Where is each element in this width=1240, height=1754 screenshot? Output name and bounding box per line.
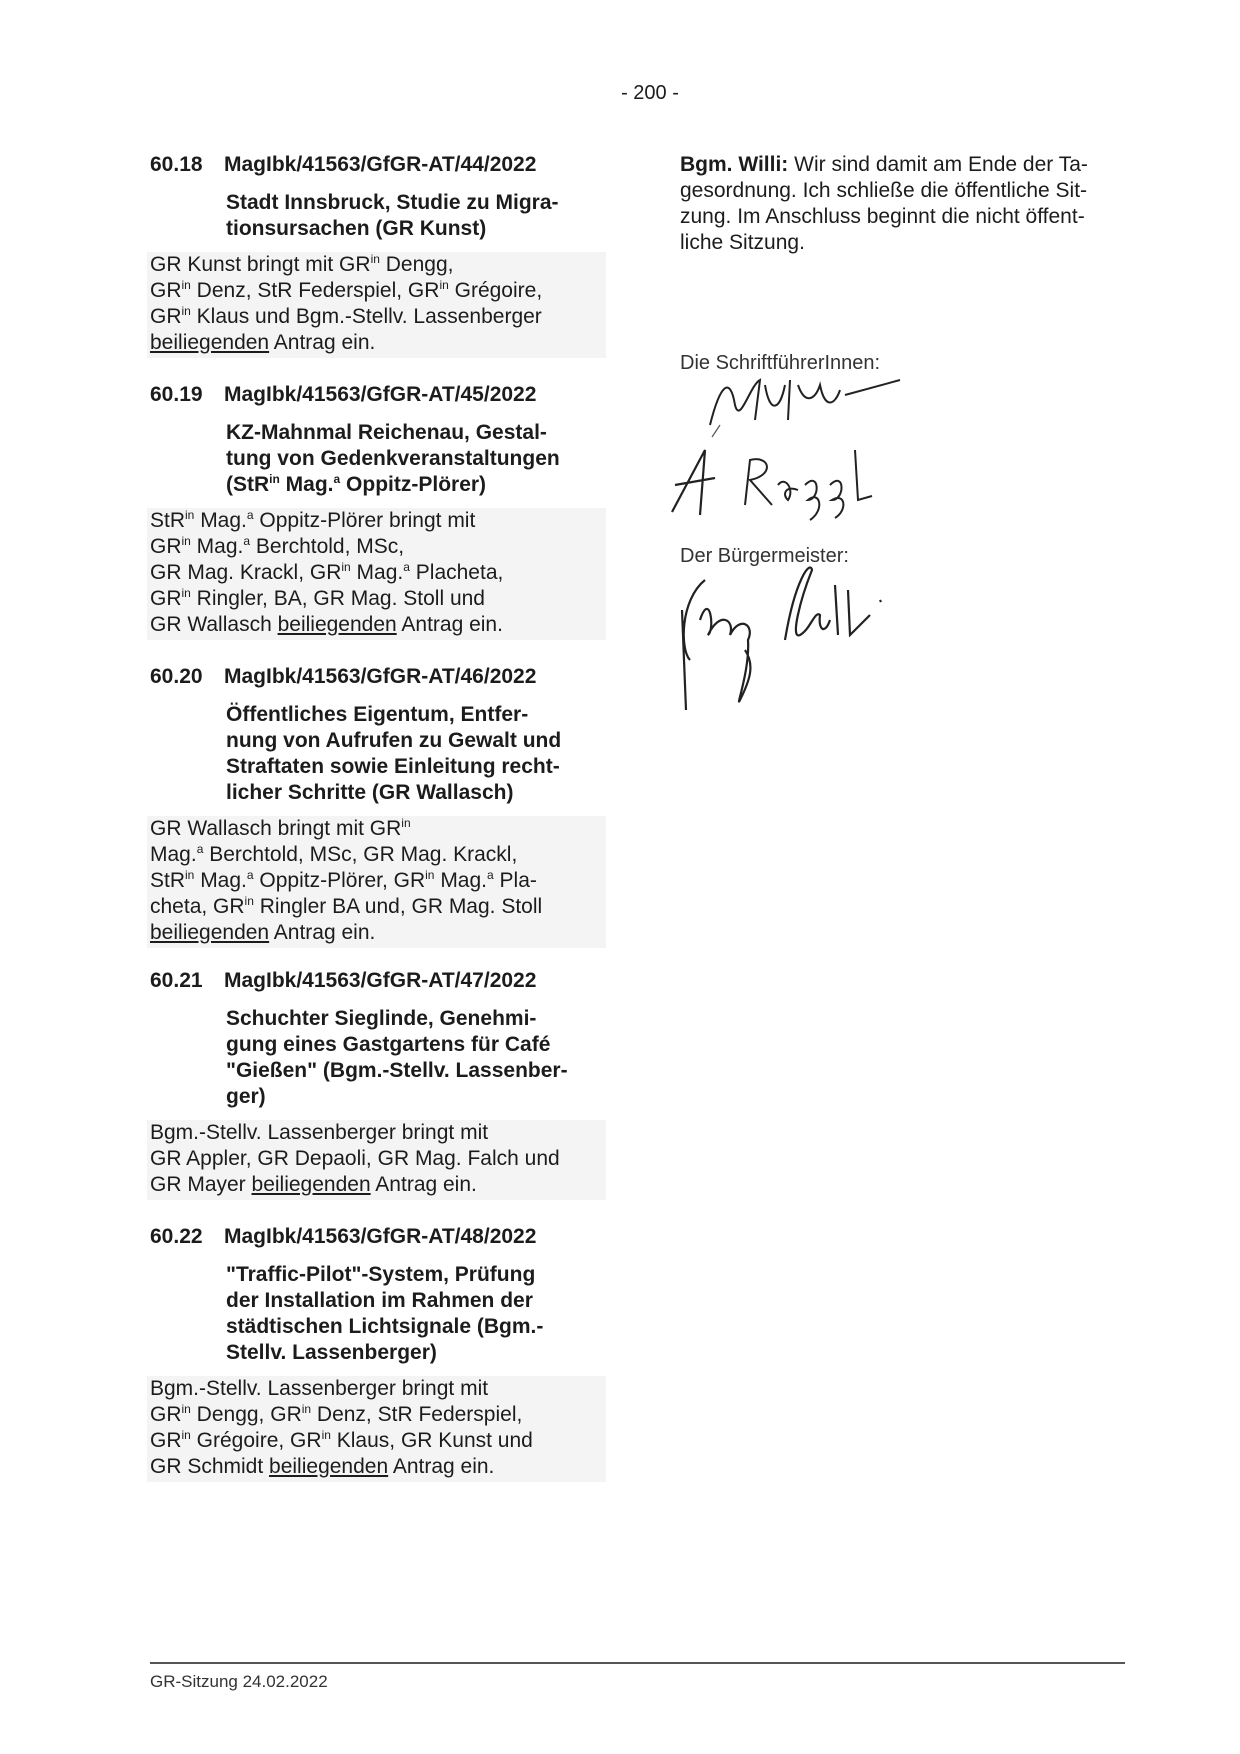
agenda-item-body: [147, 508, 606, 640]
closing-line: liche Sitzung.: [680, 231, 805, 254]
text-run: Schuchter Sieglinde, Genehmi-: [226, 1007, 537, 1030]
superscript: in: [425, 868, 435, 882]
agenda-item-reference: MagIbk/41563/GfGR-AT/48/2022: [224, 1225, 537, 1248]
superscript: in: [181, 586, 191, 600]
text-run: Antrag ein.: [370, 1173, 477, 1196]
text-run: Grégoire, GR: [190, 1429, 322, 1452]
agenda-item-title: [226, 190, 606, 242]
body-line: [150, 1428, 600, 1454]
body-line: [150, 612, 600, 638]
superscript: a: [487, 868, 494, 882]
text-run: GR Wallasch bringt mit GR: [150, 817, 402, 840]
text-run: GR Kunst bringt mit GR: [150, 253, 371, 276]
body-line: [150, 508, 600, 534]
superscript: in: [185, 868, 195, 882]
superscript: in: [321, 1428, 331, 1442]
text-run: Oppitz-Plörer, GR: [253, 869, 426, 892]
text-run: GR: [150, 1403, 182, 1426]
title-line: [226, 1288, 606, 1314]
text-run: "Traffic-Pilot"-System, Prüfung: [226, 1263, 536, 1286]
text-run: Placheta,: [409, 561, 504, 584]
speaker-name: Bgm. Willi:: [680, 153, 789, 176]
agenda-item-body: [147, 1120, 606, 1200]
text-run: GR Wallasch: [150, 613, 278, 636]
text-run: GR Mayer: [150, 1173, 252, 1196]
title-line: [226, 1084, 606, 1110]
title-line: [226, 754, 606, 780]
body-line: [150, 586, 600, 612]
agenda-item-title: [226, 702, 606, 806]
body-line: [150, 1172, 600, 1198]
body-line: [150, 1454, 600, 1480]
superscript: in: [244, 894, 254, 908]
title-line: [226, 1262, 606, 1288]
body-line: [150, 330, 600, 356]
text-run: KZ-Mahnmal Reichenau, Gestal-: [226, 421, 547, 444]
text-run: GR Appler, GR Depaoli, GR Mag. Falch und: [150, 1147, 560, 1170]
superscript: in: [401, 816, 411, 830]
text-run: Dengg,: [379, 253, 454, 276]
text-run: tionsursachen (GR Kunst): [226, 217, 487, 240]
body-line: [150, 1120, 600, 1146]
secretaries-label: Die SchriftführerInnen:: [680, 352, 881, 374]
agenda-item-number: 60.18: [150, 153, 203, 176]
superscript: a: [333, 472, 341, 486]
text-run: Mag.: [350, 561, 404, 584]
text-run: Grégoire,: [448, 279, 543, 302]
text-run: Antrag ein.: [388, 1455, 495, 1478]
closing-first-line: [680, 152, 1140, 178]
text-run: Öffentliches Eigentum, Entfer-: [226, 703, 529, 726]
superscript: in: [181, 534, 191, 548]
text-run: Oppitz-Plörer): [340, 473, 487, 496]
superscript: a: [246, 868, 254, 882]
superscript: a: [246, 508, 254, 522]
text-run: gung eines Gastgartens für Café: [226, 1033, 551, 1056]
text-run: GR Schmidt: [150, 1455, 270, 1478]
text-run: Antrag ein.: [269, 331, 376, 354]
footer-session-date: GR-Sitzung 24.02.2022: [150, 1672, 328, 1691]
closing-first-line-text: Wir sind damit am Ende der Ta-: [788, 153, 1088, 176]
text-run: tung von Gedenkveranstaltungen: [226, 447, 560, 470]
title-line: [226, 190, 606, 216]
title-line: [226, 780, 606, 806]
underlined-text: beiliegenden: [251, 1173, 371, 1196]
text-run: Mag.: [194, 869, 247, 892]
text-run: nung von Aufrufen zu Gewalt und: [226, 729, 562, 752]
body-line: [150, 278, 600, 304]
text-run: Oppitz-Plörer bringt mit: [253, 509, 476, 532]
text-run: Klaus und Bgm.-Stellv. Lassenberger: [190, 305, 542, 328]
agenda-item-title: [226, 1262, 606, 1366]
body-line: [150, 560, 600, 586]
text-run: Mag.: [190, 535, 244, 558]
secretary-signature-2: [660, 430, 890, 525]
agenda-item-heading: [150, 664, 610, 690]
agenda-item-reference: MagIbk/41563/GfGR-AT/45/2022: [224, 383, 537, 406]
text-run: Mag.: [194, 509, 247, 532]
superscript: in: [269, 472, 280, 486]
text-run: GR: [150, 279, 182, 302]
superscript: in: [181, 304, 191, 318]
superscript: in: [439, 278, 449, 292]
closing-statement: [680, 152, 1140, 256]
text-run: StR: [150, 509, 186, 532]
superscript: a: [243, 534, 251, 548]
closing-line: gesordnung. Ich schließe die öffentliche Sit-: [680, 179, 1088, 202]
text-run: Straftaten sowie Einleitung recht-: [226, 755, 560, 778]
mayor-label: Der Bürgermeister:: [680, 545, 849, 567]
underlined-text: beiliegenden: [150, 331, 270, 354]
text-run: Mag.: [279, 473, 334, 496]
agenda-item: [150, 382, 610, 640]
text-run: städtischen Lichtsignale (Bgm.-: [226, 1315, 544, 1338]
text-run: Denz, StR Federspiel,: [311, 1403, 523, 1426]
text-run: Stellv. Lassenberger): [226, 1341, 437, 1364]
agenda-item-heading: [150, 968, 610, 994]
agenda-item-reference: MagIbk/41563/GfGR-AT/47/2022: [224, 969, 537, 992]
agenda-item: [150, 152, 610, 358]
underlined-text: beiliegenden: [269, 1455, 389, 1478]
agenda-item-reference: MagIbk/41563/GfGR-AT/44/2022: [224, 153, 537, 176]
title-line: [226, 702, 606, 728]
agenda-item-number: 60.20: [150, 665, 203, 688]
text-run: GR: [150, 535, 182, 558]
text-run: Bgm.-Stellv. Lassenberger bringt mit: [150, 1121, 489, 1144]
text-run: GR: [150, 587, 182, 610]
text-run: Antrag ein.: [396, 613, 503, 636]
text-run: Dengg, GR: [190, 1403, 302, 1426]
agenda-item: [150, 968, 610, 1200]
superscript: in: [301, 1402, 312, 1416]
page-number: - 200 -: [621, 82, 679, 104]
title-line: [226, 420, 606, 446]
text-run: Bgm.-Stellv. Lassenberger bringt mit: [150, 1377, 489, 1400]
text-run: Pla-: [493, 869, 537, 892]
footer-divider: [150, 1662, 1125, 1664]
closing-line: zung. Im Anschluss beginnt die nicht öffent-: [680, 205, 1085, 228]
agenda-item-title: [226, 1006, 606, 1110]
agenda-item-reference: MagIbk/41563/GfGR-AT/46/2022: [224, 665, 537, 688]
title-line: [226, 1032, 606, 1058]
agenda-item: [150, 1224, 610, 1482]
agenda-item-title: [226, 420, 606, 498]
body-line: [150, 534, 600, 560]
agenda-item-number: 60.22: [150, 1225, 203, 1248]
text-run: Antrag ein.: [269, 921, 376, 944]
text-run: ger): [226, 1085, 266, 1108]
underlined-text: beiliegenden: [150, 921, 270, 944]
text-run: Stadt Innsbruck, Studie zu Migra-: [226, 191, 559, 214]
mayor-signature: [660, 540, 890, 720]
text-run: cheta, GR: [150, 895, 245, 918]
superscript: a: [196, 842, 204, 856]
superscript: a: [403, 560, 410, 574]
agenda-item-body: [147, 1376, 606, 1482]
body-line: [150, 1376, 600, 1402]
superscript: in: [181, 278, 191, 292]
text-run: Mag.: [434, 869, 488, 892]
text-run: GR: [150, 1429, 182, 1452]
superscript: in: [185, 508, 195, 522]
text-run: StR: [150, 869, 186, 892]
agenda-item-body: [147, 816, 606, 948]
text-run: Berchtold, MSc,: [250, 535, 405, 558]
body-line: [150, 1146, 600, 1172]
agenda-item: [150, 664, 610, 948]
body-line: [150, 894, 600, 920]
agenda-item-body: [147, 252, 606, 358]
superscript: in: [181, 1428, 191, 1442]
agenda-item-heading: [150, 152, 610, 178]
body-line: [150, 842, 600, 868]
text-run: (StR: [226, 473, 270, 496]
title-line: [226, 216, 606, 242]
title-line: [226, 1006, 606, 1032]
text-run: Denz, StR Federspiel, GR: [190, 279, 440, 302]
text-run: GR: [150, 305, 182, 328]
agenda-item-number: 60.19: [150, 383, 203, 406]
text-run: Klaus, GR Kunst und: [330, 1429, 533, 1452]
title-line: [226, 728, 606, 754]
body-line: [150, 304, 600, 330]
title-line: [226, 1314, 606, 1340]
body-line: [150, 868, 600, 894]
text-run: Mag.: [150, 843, 197, 866]
body-line: [150, 816, 600, 842]
title-line: [226, 1340, 606, 1366]
body-line: [150, 920, 600, 946]
text-run: GR Mag. Krackl, GR: [150, 561, 342, 584]
superscript: in: [370, 252, 380, 266]
text-run: "Gießen" (Bgm.-Stellv. Lassenber-: [226, 1059, 568, 1082]
text-run: licher Schritte (GR Wallasch): [226, 781, 514, 804]
underlined-text: beiliegenden: [277, 613, 397, 636]
text-run: Ringler BA und, GR Mag. Stoll: [253, 895, 543, 918]
superscript: in: [181, 1402, 191, 1416]
title-line: [226, 472, 606, 498]
text-run: Berchtold, MSc, GR Mag. Krackl,: [203, 843, 518, 866]
body-line: [150, 252, 600, 278]
agenda-item-number: 60.21: [150, 969, 203, 992]
agenda-item-heading: [150, 382, 610, 408]
title-line: [226, 446, 606, 472]
text-run: der Installation im Rahmen der: [226, 1289, 533, 1312]
title-line: [226, 1058, 606, 1084]
text-run: Ringler, BA, GR Mag. Stoll und: [190, 587, 485, 610]
superscript: in: [341, 560, 351, 574]
agenda-item-heading: [150, 1224, 610, 1250]
body-line: [150, 1402, 600, 1428]
